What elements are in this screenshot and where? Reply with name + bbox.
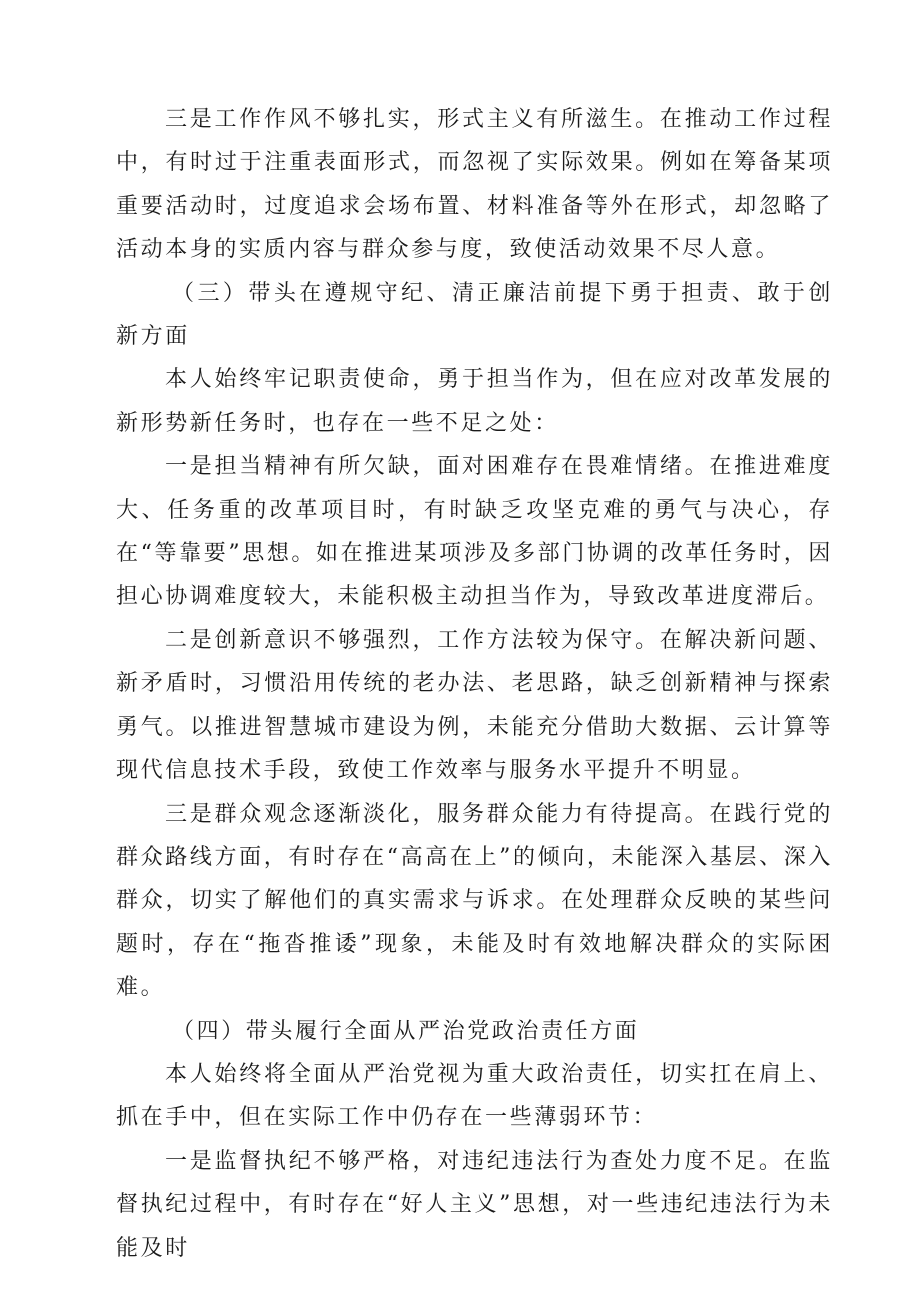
section-heading-4: （四）带头履行全面从严治党政治责任方面 <box>172 1018 640 1044</box>
paragraph-supervision: 一是监督执纪不够严格，对违纪违法行为查处力度不足。在监督执纪过程中，有时存在“好人主义”思想，对一些违纪违法行为未能及时 <box>116 1148 833 1261</box>
paragraph-responsibility: 一是担当精神有所欠缺，面对困难存在畏难情绪。在推进难度大、任务重的改革项目时，有时缺乏攻坚克难的勇气与决心，存在“等靠要”思想。如在推进某项涉及多部门协调的改革任务时，因担心协调难度较大，未能积极主动担当作为，导致改革进度滞后。 <box>116 454 833 610</box>
paragraph-work-style: 三是工作作风不够扎实，形式主义有所滋生。在推动工作过程中，有时过于注重表面形式，而忽视了实际效果。例如在筹备某项重要活动时，过度追求会场布置、材料准备等外在形式，却忽略了活动本身的实质内容与群众参与度，致使活动效果不尽人意。 <box>116 107 833 263</box>
section-heading-3: （三）带头在遵规守纪、清正廉洁前提下勇于担责、敢于创新方面 <box>116 280 833 350</box>
paragraph-mass-line: 三是群众观念逐渐淡化，服务群众能力有待提高。在践行党的群众路线方面，有时存在“高高在上”的倾向，未能深入基层、深入群众，切实了解他们的真实需求与诉求。在处理群众反映的某些问题时，存在“拖沓推诿”现象，未能及时有效地解决群众的实际困难。 <box>116 801 833 1001</box>
paragraph-intro-3: 本人始终牢记职责使命，勇于担当作为，但在应对改革发展的新形势新任务时，也存在一些不足之处： <box>116 367 833 436</box>
paragraph-innovation: 二是创新意识不够强烈，工作方法较为保守。在解决新问题、新矛盾时，习惯沿用传统的老办法、老思路，缺乏创新精神与探索勇气。以推进智慧城市建设为例，未能充分借助大数据、云计算等现代信息技术手段，致使工作效率与服务水平提升不明显。 <box>116 627 833 784</box>
paragraph-intro-4: 本人始终将全面从严治党视为重大政治责任，切实扛在肩上、抓在手中，但在实际工作中仍存在一些薄弱环节： <box>116 1061 833 1131</box>
